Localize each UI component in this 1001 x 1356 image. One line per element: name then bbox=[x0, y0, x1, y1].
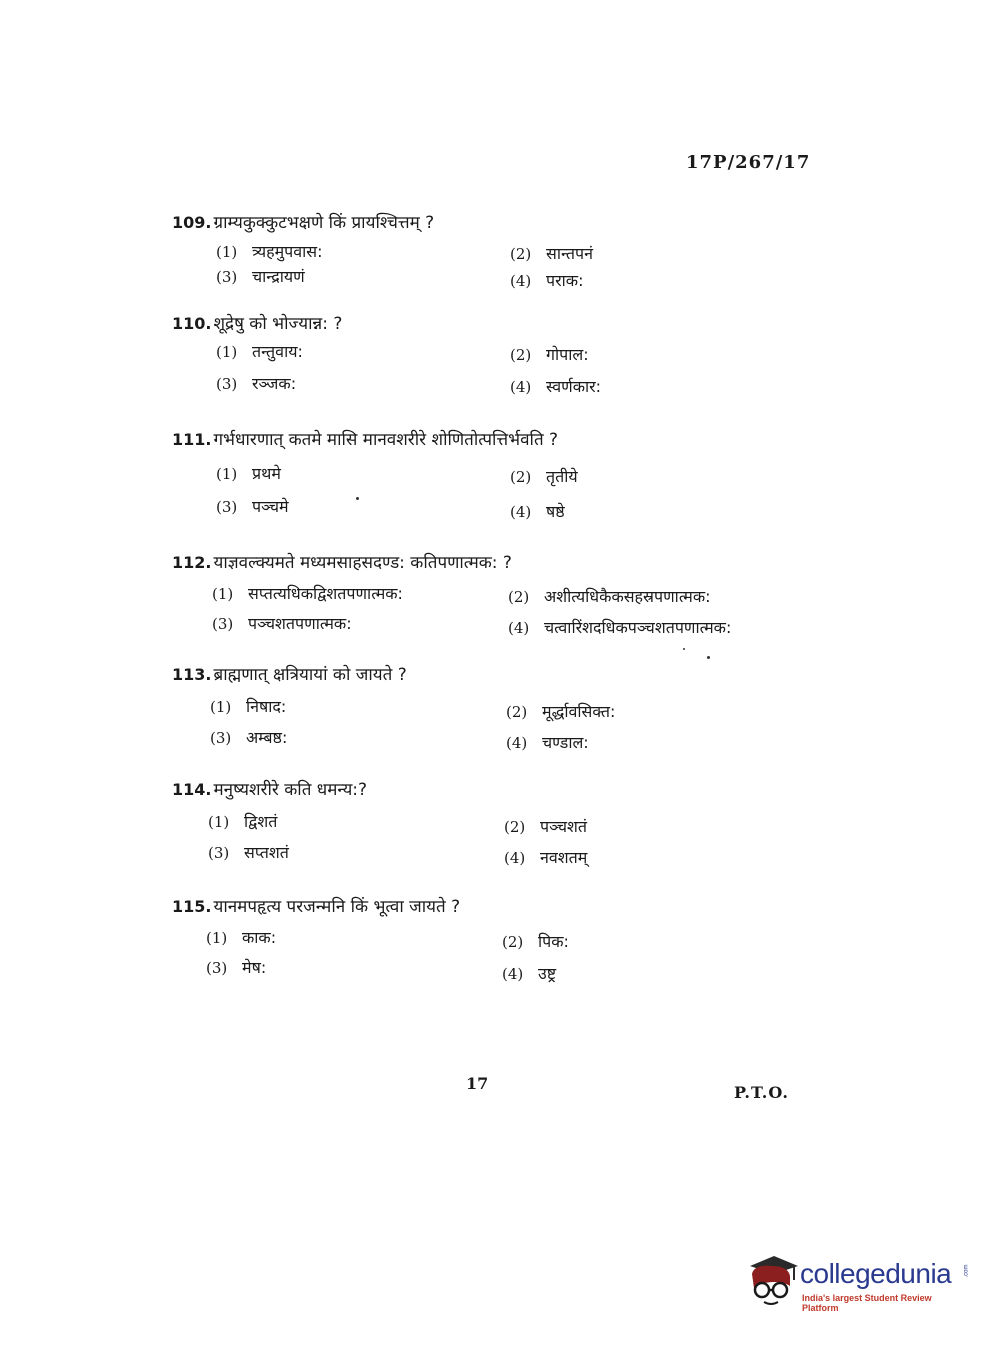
brand-tagline: India's largest Student Review Platform bbox=[802, 1293, 932, 1313]
question-number: 109. bbox=[172, 213, 212, 232]
option-2: (2) मूर्द्धावसिक्त: bbox=[506, 702, 616, 721]
option-4: (4) पराक: bbox=[510, 271, 584, 290]
question-text: ब्राह्मणात् क्षत्रियायां को जायते ? bbox=[213, 665, 407, 685]
question-number: 110. bbox=[172, 314, 212, 333]
question-115 bbox=[172, 896, 812, 983]
question-number: 111. bbox=[172, 430, 212, 449]
question-stem bbox=[172, 429, 812, 451]
option-2: (2) गोपाल: bbox=[510, 345, 589, 364]
page-number: 17 bbox=[466, 1074, 489, 1093]
option-2: (2) तृतीये bbox=[510, 467, 578, 486]
question-text: ग्राम्यकुक्कुटभक्षणे किं प्रायश्चित्तम् ? bbox=[213, 213, 435, 233]
please-turn-over: P.T.O. bbox=[734, 1083, 789, 1102]
question-111 bbox=[172, 429, 812, 521]
question-text: शूद्रेषु को भोज्यान्न: ? bbox=[213, 314, 343, 334]
option-1: (1) प्रथमे bbox=[216, 464, 281, 483]
option-3: (3) पञ्चमे bbox=[216, 497, 289, 516]
option-4: (4) चण्डाल: bbox=[506, 733, 589, 752]
option-4: (4) उष्ट्र bbox=[502, 964, 557, 983]
brand-suffix: .com bbox=[963, 1264, 970, 1278]
option-2: (2) पिक: bbox=[502, 932, 569, 951]
option-3: (3) पञ्चशतपणात्मक: bbox=[212, 614, 352, 633]
question-text: यानमपहृत्य परजन्मनि किं भूत्वा जायते ? bbox=[213, 897, 461, 917]
option-3: (3) चान्द्रायणं bbox=[216, 267, 305, 286]
option-3: (3) सप्तशतं bbox=[208, 843, 289, 862]
option-2: (2) अशीत्यधिकैकसहस्रपणात्मक: bbox=[508, 587, 711, 606]
option-4: (4) स्वर्णकार: bbox=[510, 377, 602, 396]
question-text: मनुष्यशरीरे कति धमन्य:? bbox=[213, 780, 368, 800]
option-1: (1) निषाद: bbox=[210, 697, 287, 716]
scan-speck bbox=[707, 656, 710, 659]
option-1: (1) त्र्यहमुपवास: bbox=[216, 242, 323, 261]
paper-code: 17P/267/17 bbox=[686, 152, 811, 173]
mascot-icon bbox=[744, 1252, 800, 1312]
question-text: गर्भधारणात् कतमे मासि मानवशरीरे शोणितोत्पत्तिर्भवति ? bbox=[213, 430, 559, 450]
question-114 bbox=[172, 779, 812, 867]
option-4: (4) नवशतम् bbox=[504, 848, 588, 867]
option-3: (3) अम्बष्ठ: bbox=[210, 728, 288, 747]
question-number: 114. bbox=[172, 780, 212, 799]
question-stem bbox=[172, 779, 812, 801]
question-stem bbox=[172, 896, 812, 918]
scan-speck bbox=[356, 497, 359, 500]
option-2: (2) सान्तपनं bbox=[510, 244, 593, 263]
option-4: (4) चत्वारिंशदधिकपञ्चशतपणात्मक: bbox=[508, 618, 732, 637]
option-4: (4) षष्ठे bbox=[510, 502, 565, 521]
question-stem bbox=[172, 212, 812, 234]
option-2: (2) पञ्चशतं bbox=[504, 817, 588, 836]
option-1: (1) सप्तत्यधिकद्विशतपणात्मक: bbox=[212, 584, 403, 603]
question-109 bbox=[172, 212, 812, 290]
question-112 bbox=[172, 552, 812, 637]
question-number: 115. bbox=[172, 897, 212, 916]
option-3: (3) रञ्जक: bbox=[216, 374, 297, 393]
option-3: (3) मेष: bbox=[206, 958, 267, 977]
question-110 bbox=[172, 313, 812, 396]
option-1: (1) द्विशतं bbox=[208, 812, 278, 831]
question-text: याज्ञवल्क्यमते मध्यमसाहसदण्ड: कतिपणात्मक: ? bbox=[213, 553, 512, 573]
question-stem bbox=[172, 552, 812, 574]
option-1: (1) तन्तुवाय: bbox=[216, 342, 303, 361]
question-113 bbox=[172, 664, 812, 752]
scan-speck bbox=[683, 648, 685, 650]
brand-name: collegedunia bbox=[800, 1258, 952, 1289]
question-stem bbox=[172, 664, 812, 686]
option-1: (1) काक: bbox=[206, 928, 277, 947]
question-number: 113. bbox=[172, 665, 212, 684]
question-stem bbox=[172, 313, 812, 335]
collegedunia-logo bbox=[744, 1252, 970, 1312]
question-number: 112. bbox=[172, 553, 212, 572]
